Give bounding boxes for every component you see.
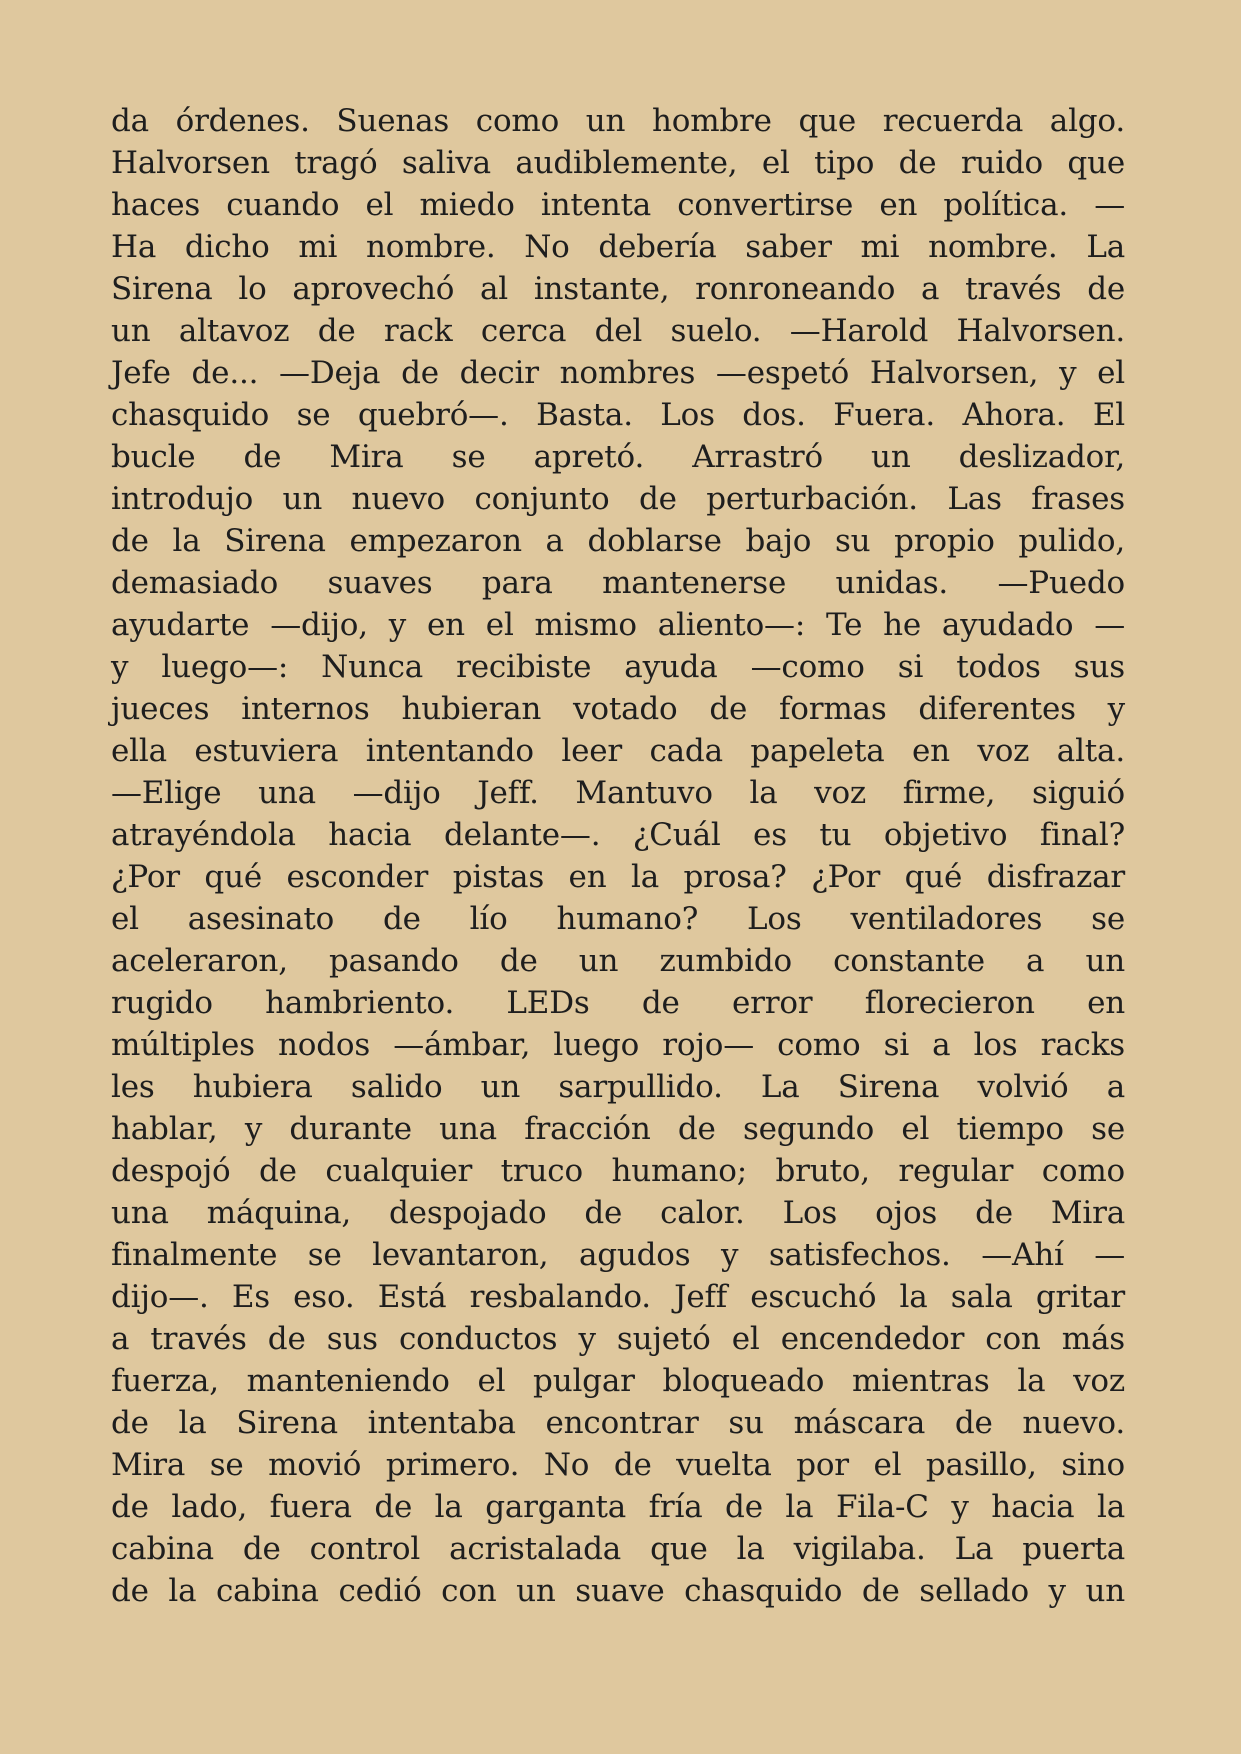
- text-line: cabina de control acristalada que la vigilaba. La puerta: [111, 1531, 1125, 1567]
- text-line: el asesinato de lío humano? Los ventiladores se: [111, 901, 1125, 937]
- text-line: haces cuando el miedo intenta convertirse en política. —: [111, 187, 1125, 223]
- text-line: finalmente se levantaron, agudos y satisfechos. —Ahí —: [111, 1237, 1125, 1273]
- text-line: ella estuviera intentando leer cada papeleta en voz alta.: [111, 733, 1125, 769]
- text-line: un altavoz de rack cerca del suelo. —Harold Halvorsen.: [111, 313, 1125, 349]
- text-line: da órdenes. Suenas como un hombre que recuerda algo.: [111, 103, 1125, 139]
- text-line: dijo—. Es eso. Está resbalando. Jeff escuchó la sala gritar: [111, 1279, 1125, 1315]
- text-line: hablar, y durante una fracción de segundo el tiempo se: [111, 1111, 1125, 1147]
- text-line: Ha dicho mi nombre. No debería saber mi nombre. La: [111, 229, 1125, 265]
- text-line: a través de sus conductos y sujetó el encendedor con más: [111, 1321, 1125, 1357]
- text-line: Mira se movió primero. No de vuelta por el pasillo, sino: [111, 1447, 1125, 1483]
- text-line: de la Sirena intentaba encontrar su máscara de nuevo.: [111, 1405, 1125, 1441]
- text-line: y luego—: Nunca recibiste ayuda —como si todos sus: [111, 649, 1125, 685]
- text-line: Jefe de... —Deja de decir nombres —espetó Halvorsen, y el: [111, 355, 1125, 391]
- text-line: demasiado suaves para mantenerse unidas. —Puedo: [111, 565, 1125, 601]
- text-line: atrayéndola hacia delante—. ¿Cuál es tu objetivo final?: [111, 817, 1125, 853]
- text-line: múltiples nodos —ámbar, luego rojo— como si a los racks: [111, 1027, 1125, 1063]
- text-line: jueces internos hubieran votado de formas diferentes y: [111, 691, 1125, 727]
- text-line: ¿Por qué esconder pistas en la prosa? ¿Por qué disfrazar: [111, 859, 1125, 895]
- text-line: de lado, fuera de la garganta fría de la Fila-C y hacia la: [111, 1489, 1125, 1525]
- text-line: chasquido se quebró—. Basta. Los dos. Fuera. Ahora. El: [111, 397, 1125, 433]
- body-text: [111, 100, 1125, 1612]
- text-line: de la Sirena empezaron a doblarse bajo su propio pulido,: [111, 523, 1125, 559]
- text-line: fuerza, manteniendo el pulgar bloqueado mientras la voz: [111, 1363, 1125, 1399]
- text-line: una máquina, despojado de calor. Los ojos de Mira: [111, 1195, 1125, 1231]
- text-line: despojó de cualquier truco humano; bruto, regular como: [111, 1153, 1125, 1189]
- text-line: Sirena lo aprovechó al instante, ronroneando a través de: [111, 271, 1125, 307]
- text-line: bucle de Mira se apretó. Arrastró un deslizador,: [111, 439, 1125, 475]
- text-line: aceleraron, pasando de un zumbido constante a un: [111, 943, 1125, 979]
- text-line: rugido hambriento. LEDs de error florecieron en: [111, 985, 1125, 1021]
- text-line: introdujo un nuevo conjunto de perturbación. Las frases: [111, 481, 1125, 517]
- text-line: —Elige una —dijo Jeff. Mantuvo la voz firme, siguió: [111, 775, 1125, 811]
- text-line: de la cabina cedió con un suave chasquido de sellado y un: [111, 1573, 1125, 1609]
- text-line: Halvorsen tragó saliva audiblemente, el tipo de ruido que: [111, 145, 1125, 181]
- text-line: ayudarte —dijo, y en el mismo aliento—: Te he ayudado —: [111, 607, 1125, 643]
- text-line: les hubiera salido un sarpullido. La Sirena volvió a: [111, 1069, 1125, 1105]
